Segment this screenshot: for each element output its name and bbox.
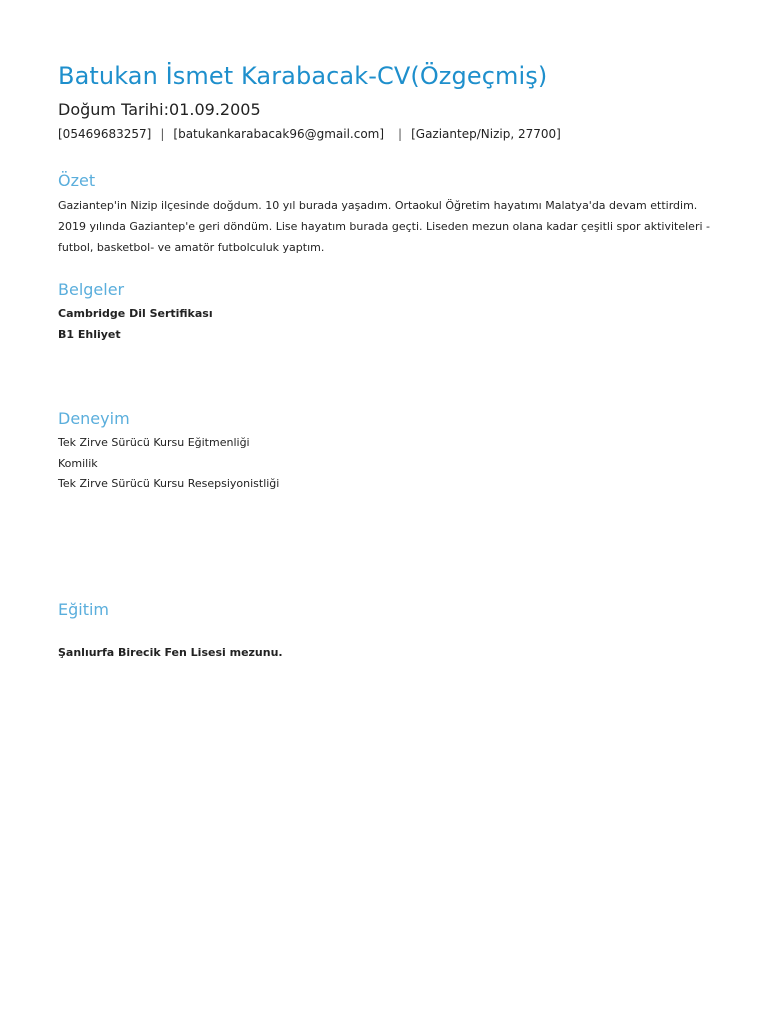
contact-separator: |: [398, 127, 403, 141]
cv-name-title: Batukan İsmet Karabacak-CV(Özgeçmiş): [58, 62, 548, 90]
list-item: Tek Zirve Sürücü Kursu Resepsiyonistliği: [58, 477, 280, 490]
contact-separator: |: [160, 127, 165, 141]
birth-date: Doğum Tarihi:01.09.2005: [58, 100, 261, 119]
experience-list: [58, 433, 279, 495]
list-item: B1 Ehliyet: [58, 327, 121, 341]
summary-text: Gaziantep'in Nizip ilçesinde doğdum. 10 yıl burada yaşadım. Ortaokul Öğretim hayatımı Malatya'da devam ettirdim. 2019 yılında Gaziantep'e geri döndüm. Lise hayatım burada geçti. Liseden mezun olana kadar çeşitli spor aktiviteleri - futbol, basketbol- ve amatör futbolculuk yaptım.: [58, 199, 710, 254]
contact-phone: [05469683257]: [58, 127, 152, 141]
section-title-summary: Özet: [58, 171, 96, 190]
contact-line: [58, 127, 561, 141]
list-item: Cambridge Dil Sertifikası: [58, 307, 213, 320]
certificates-list: [58, 304, 213, 345]
list-item: Komilik: [58, 456, 98, 470]
education-text: Şanlıurfa Birecik Fen Lisesi mezunu.: [58, 646, 283, 659]
contact-location: [Gaziantep/Nizip, 27700]: [411, 127, 561, 141]
contact-email: [batukankarabacak96@gmail.com]: [173, 127, 385, 141]
section-title-experience: Deneyim: [58, 409, 130, 428]
section-title-education: Eğitim: [58, 600, 110, 619]
list-item: Tek Zirve Sürücü Kursu Eğitmenliği: [58, 436, 250, 449]
section-title-certificates: Belgeler: [58, 280, 125, 299]
